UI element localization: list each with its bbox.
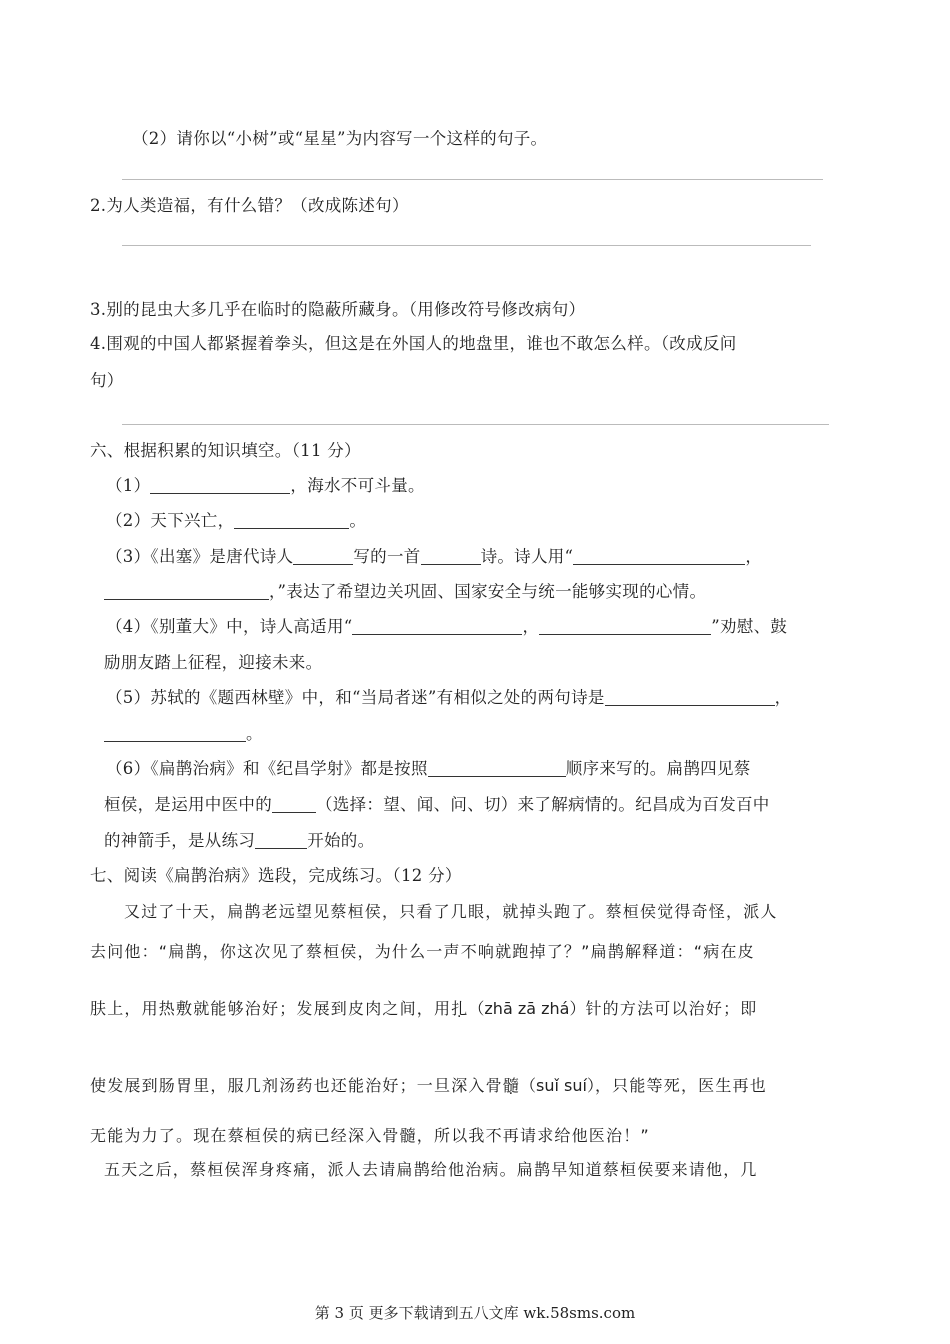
item5-text-b: ，	[774, 688, 792, 707]
section-seven-heading: 七、阅读《扁鹊治病》选段，完成练习。（12 分）	[90, 866, 462, 885]
blank-6b[interactable]	[272, 794, 316, 813]
fill-item-5-line1	[106, 686, 791, 710]
marked-char-sui: 髓	[502, 1076, 521, 1095]
item6-text-b: 顺序来写的。扁鹊四见蔡	[565, 759, 751, 778]
blank-6c[interactable]	[255, 830, 307, 849]
item1-prefix: （1）	[106, 476, 151, 495]
q4-prompt-line1: 4.围观的中国人都紧握着拳头，但这是在外国人的地盘里，谁也不敢怎么样。（改成反问	[90, 334, 737, 353]
blank-3c[interactable]	[573, 546, 745, 565]
answer-line-q4[interactable]	[122, 424, 829, 425]
page-footer: 第 3 页 更多下载请到五八文库 wk.58sms.com	[314, 1304, 636, 1322]
item3-text-a: （3）《出塞》是唐代诗人	[106, 547, 294, 566]
fill-item-1	[106, 474, 425, 498]
fill-item-5-line2	[104, 722, 263, 746]
fill-item-3-line1	[106, 545, 762, 569]
passage-p1-line3	[90, 997, 758, 1021]
passage-p1-line5: 无能为力了。现在蔡桓侯的病已经深入骨髓，所以我不再请求给他医治！”	[90, 1126, 650, 1145]
fill-item-2	[106, 509, 366, 533]
item5-text-c: 。	[246, 724, 263, 743]
item3-text-c: 诗。诗人用“	[480, 547, 574, 566]
item6-text-a: （6）《扁鹊治病》和《纪昌学射》都是按照	[106, 759, 428, 778]
pinyin-options-zha: （zhā zā zhá）	[468, 999, 586, 1018]
section-six-heading: 六、根据积累的知识填空。（11 分）	[90, 441, 361, 460]
blank-4b[interactable]	[539, 616, 711, 635]
q1-sub2-prompt: （2）请你以“小树”或“星星”为内容写一个这样的句子。	[132, 129, 548, 148]
passage-text-c: 使发展到肠胃里，服几剂汤药也还能治好；一旦深入骨	[90, 1076, 503, 1095]
marked-char-zha: 扎	[451, 999, 469, 1018]
passage-text-a: 肤上，用热敷就能够治好；发展到皮肉之间，用	[90, 999, 452, 1018]
blank-5b[interactable]	[104, 723, 246, 742]
item5-text-a: （5）苏轼的《题西林壁》中，和“当局者迷”有相似之处的两句诗是	[106, 688, 605, 707]
blank-5a[interactable]	[605, 687, 775, 706]
fill-item-6-line1	[106, 757, 751, 781]
item3-text-b: 写的一首	[353, 547, 421, 566]
item6-text-c: 桓侯，是运用中医中的	[104, 795, 272, 814]
answer-line-q1[interactable]	[122, 179, 823, 180]
item6-text-f: 开始的。	[307, 831, 375, 850]
item4-text-b: ，	[522, 617, 540, 636]
item3-text-d: ，	[745, 547, 763, 566]
fill-item-6-line2	[104, 793, 770, 817]
blank-3b[interactable]	[421, 546, 481, 565]
blank-3a[interactable]	[293, 546, 353, 565]
passage-p1-line2: 去问他：“扁鹊，你这次见了蔡桓侯，为什么一声不响就跑掉了？”扁鹊解释道：“病在皮	[90, 942, 755, 961]
passage-p1-line1: 又过了十天，扁鹊老远望见蔡桓侯，只看了几眼，就掉头跑了。蔡桓侯觉得奇怪，派人	[124, 902, 778, 921]
item4-text-a: （4）《别董大》中，诗人高适用“	[106, 617, 353, 636]
item6-text-e: 的神箭手，是从练习	[104, 831, 256, 850]
fill-item-4-line2: 励朋友踏上征程，迎接未来。	[104, 653, 323, 672]
fill-item-3-line2	[104, 580, 706, 604]
item3-text-e: ，”表达了希望边关巩固、国家安全与统一能够实现的心情。	[269, 582, 707, 601]
pinyin-options-sui: （suǐ suí）	[520, 1076, 595, 1095]
blank-4a[interactable]	[352, 616, 522, 635]
passage-p2-line1: 五天之后，蔡桓侯浑身疼痛，派人去请扁鹊给他治病。扁鹊早知道蔡桓侯要来请他，几	[104, 1160, 758, 1179]
blank-1[interactable]	[150, 475, 290, 494]
fill-item-4-line1	[106, 615, 787, 639]
blank-2[interactable]	[234, 510, 349, 529]
q2-prompt: 2.为人类造福，有什么错？（改成陈述句）	[90, 196, 409, 215]
item2-prefix: （2）天下兴亡，	[106, 511, 235, 530]
passage-p1-line4	[90, 1074, 767, 1098]
item2-suffix: 。	[349, 511, 367, 530]
item4-text-c: ”劝慰、鼓	[711, 617, 788, 636]
passage-text-d: ，只能等死，医生再也	[594, 1076, 767, 1095]
q4-prompt-line2: 句）	[90, 371, 124, 390]
passage-text-b: 针的方法可以治好；即	[585, 999, 758, 1018]
item1-suffix: ，海水不可斗量。	[290, 476, 425, 495]
answer-line-q2[interactable]	[122, 245, 811, 246]
blank-3d[interactable]	[104, 581, 269, 600]
q3-prompt: 3.别的昆虫大多几乎在临时的隐蔽所藏身。（用修改符号修改病句）	[90, 300, 586, 319]
item6-text-d: （选择：望、闻、问、切）来了解病情的。纪昌成为百发百中	[316, 795, 770, 814]
fill-item-6-line3	[104, 829, 374, 853]
blank-6a[interactable]	[428, 758, 566, 777]
